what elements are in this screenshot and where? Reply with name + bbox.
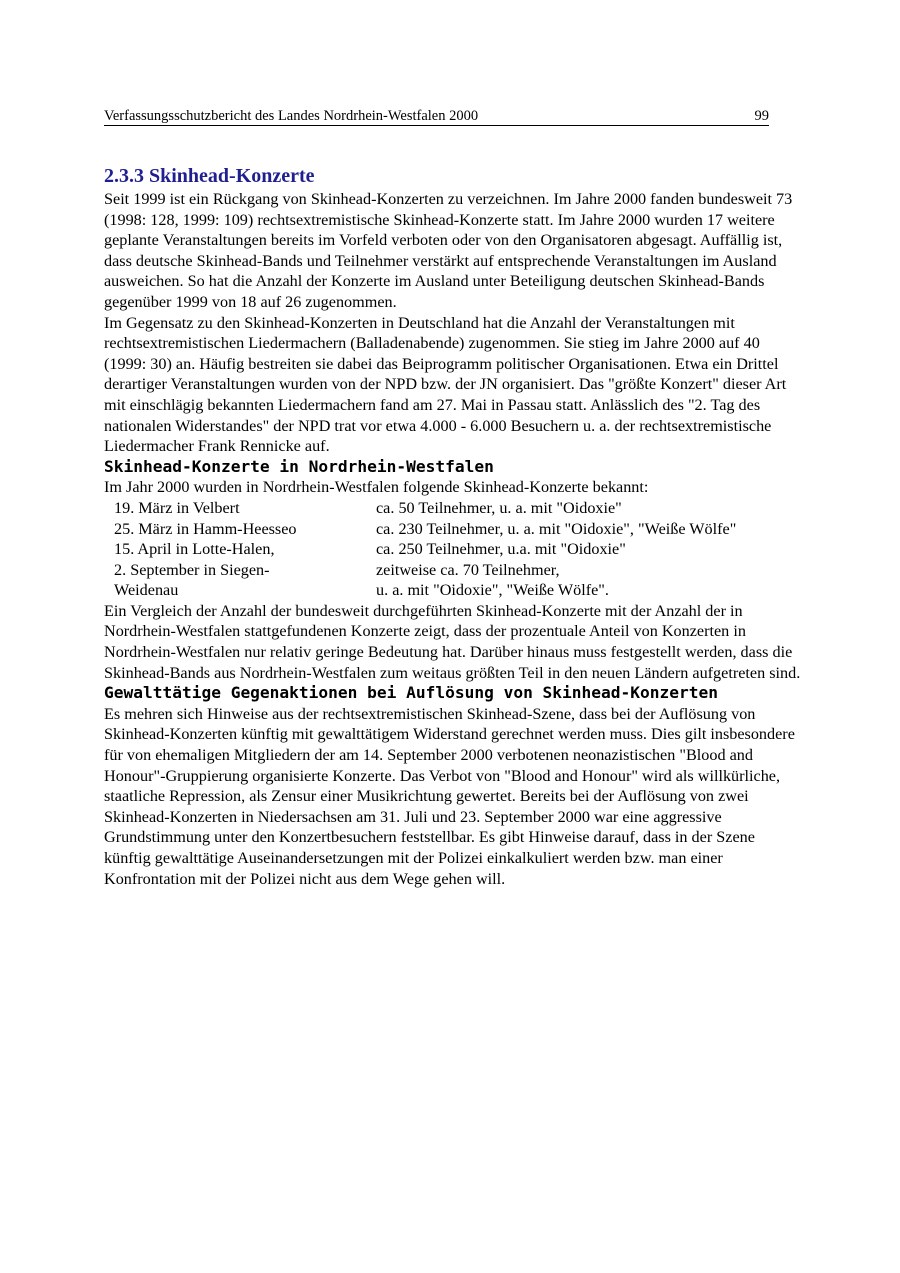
concert-date-place: 15. April in Lotte-Halen,: [114, 540, 275, 559]
concert-list: [114, 498, 804, 601]
paragraph: Seit 1999 ist ein Rückgang von Skinhead-Konzerten zu verzeichnen. Im Jahre 2000 fanden bundesweit 73 (1998: 128, 1999: 109) rechtsextremistische Skinhead-Konzerte statt. Im Jahre 2000 wurden 17 weitere geplante Veranstaltungen bereits im Vorfeld verboten oder von den Organisatoren abgesagt. Auffällig ist, dass deutsche Skinhead-Bands und Teilnehmer verstärkt auf entsprechende Veranstaltungen im Ausland ausweichen. So hat die Anzahl der Konzerte im Ausland unter Beteiligung deutschen Skinhead-Bands gegenüber 1999 von 18 auf 26 zugenommen.: [104, 190, 793, 311]
concert-details: u. a. mit "Oidoxie", "Weiße Wölfe".: [376, 581, 609, 600]
concert-date-place: 19. März in Velbert: [114, 498, 240, 517]
concert-details: ca. 50 Teilnehmer, u. a. mit "Oidoxie": [376, 498, 622, 517]
concert-details: ca. 230 Teilnehmer, u. a. mit "Oidoxie", "Weiße Wölfe": [376, 519, 737, 538]
paragraph: Es mehren sich Hinweise aus der rechtsextremistischen Skinhead-Szene, dass bei der Auflösung von Skinhead-Konzerten künftig mit gewalttätigem Widerstand gerechnet werden muss. Dies gilt insbesondere für von ehemaligen Mitgliedern der am 14. September 2000 verbotenen neonazistischen "Blood and Honour"-Gruppierung organisierte Konzerte. Das Verbot von "Blood and Honour" wird als willkürliche, staatliche Repression, als Zensur einer Musikrichtung gewertet. Bereits bei der Auflösung von zwei Skinhead-Konzerten in Niedersachsen am 31. Juli und 23. September 2000 war eine aggressive Grundstimmung unter den Konzertbesuchern feststellbar. Es gibt Hinweise darauf, dass in der Szene künftig gewalttätige Auseinandersetzungen mit der Polizei einkalkuliert werden bzw. man einer Konfrontation mit der Polizei nicht aus dem Wege gehen will.: [104, 704, 795, 888]
paragraph: Ein Vergleich der Anzahl der bundesweit durchgeführten Skinhead-Konzerte mit der Anzahl der in Nordrhein-Westfalen stattgefundenen Konzerte zeigt, dass der prozentuale Anteil von Konzerten in Nordrhein-Westfalen nur relativ geringe Bedeutung hat. Darüber hinaus muss festgestellt werden, dass die Skinhead-Bands aus Nordrhein-Westfalen zum weitaus größten Teil in den neuen Ländern aufgetreten sind.: [104, 601, 801, 682]
concert-row: [114, 560, 804, 581]
page-number: 99: [754, 108, 769, 124]
concert-row: [114, 498, 804, 519]
concert-date-place: 2. September in Siegen-: [114, 560, 270, 579]
concert-date-place: Weidenau: [114, 581, 179, 600]
concert-row: [114, 539, 804, 560]
paragraph: Im Gegensatz zu den Skinhead-Konzerten in Deutschland hat die Anzahl der Veranstaltungen mit rechtsextremistischen Liedermachern (Balladenabende) zugenommen. Sie stieg im Jahre 2000 auf 40 (1999: 30) an. Häufig bestreiten sie dabei das Beiprogramm politischer Organisationen. Etwa ein Drittel derartiger Veranstaltungen wurden von der NPD bzw. der JN organisiert. Das "größte Konzert" dieser Art mit einschlägig bekannten Liedermachern fand am 27. Mai in Passau statt. Anlässlich des "2. Tag des nationalen Widerstandes" der NPD trat vor etwa 4.000 - 6.000 Besuchern u. a. der rechtsextremistische Liedermacher Frank Rennicke auf.: [104, 313, 787, 456]
header-title: Verfassungsschutzbericht des Landes Nordrhein-Westfalen 2000: [104, 108, 479, 124]
subheading-violence: Gewalttätige Gegenaktionen bei Auflösung von Skinhead-Konzerten: [104, 683, 718, 703]
concert-row: [114, 519, 804, 540]
section-title: 2.3.3 Skinhead-Konzerte: [104, 165, 315, 187]
paragraph: Im Jahr 2000 wurden in Nordrhein-Westfalen folgende Skinhead-Konzerte bekannt:: [104, 478, 649, 497]
subheading-nrw: Skinhead-Konzerte in Nordrhein-Westfalen: [104, 456, 494, 476]
concert-row: [114, 580, 804, 601]
concert-date-place: 25. März in Hamm-Heesseo: [114, 519, 297, 538]
running-header: [104, 108, 769, 126]
page-content: [104, 163, 804, 889]
concert-details: zeitweise ca. 70 Teilnehmer,: [376, 560, 560, 579]
concert-details: ca. 250 Teilnehmer, u.a. mit "Oidoxie": [376, 540, 626, 559]
